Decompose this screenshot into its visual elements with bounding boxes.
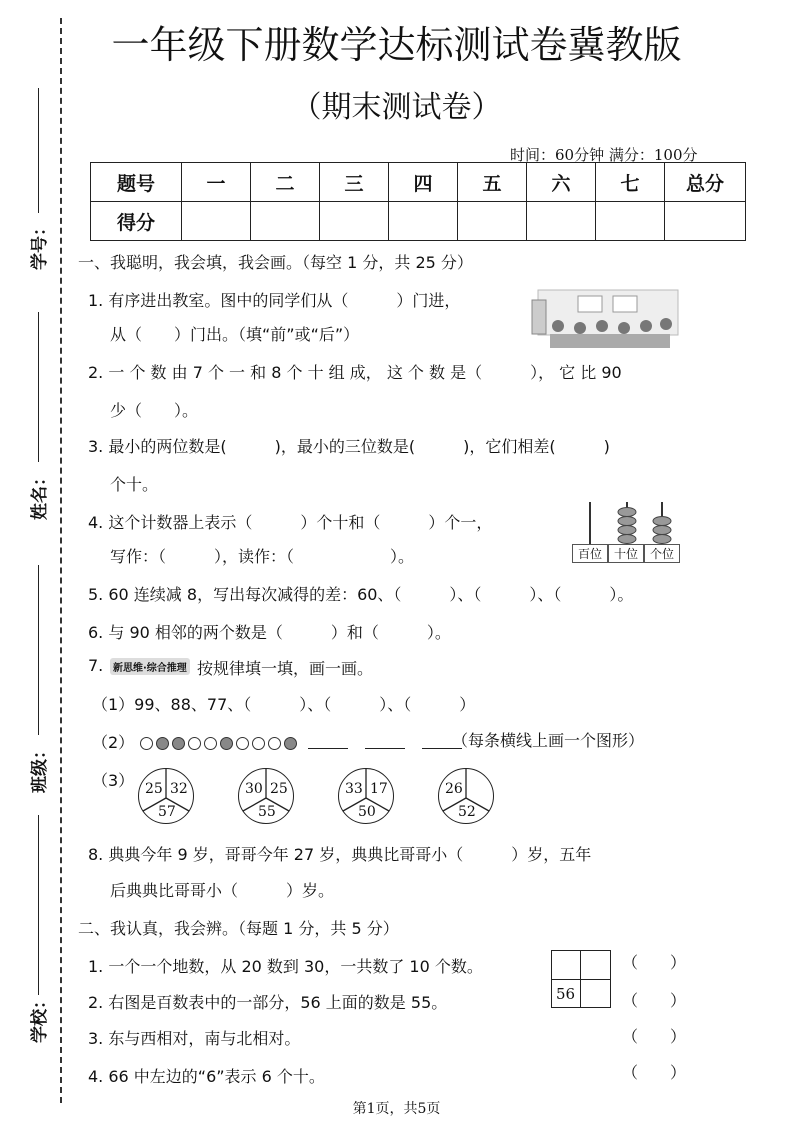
score-table-score-row: [91, 202, 746, 241]
q5: 5. 60 连续减 8，写出每次减得的差：60、（ ）、（ ）、（ ）。: [88, 585, 634, 604]
score-input-cell[interactable]: [251, 202, 320, 241]
section2-heading: 二、我认真，我会辨。（每题 1 分，共 5 分）: [78, 919, 399, 938]
class-label: 班级：: [30, 742, 50, 793]
judge-answer-1[interactable]: （ ）: [622, 953, 687, 972]
draw-blank[interactable]: [365, 748, 405, 749]
q7-2-blanks: [308, 730, 474, 748]
number-circle: [138, 768, 194, 824]
judge-q3: 3. 东与西相对，南与北相对。: [88, 1029, 301, 1048]
q7-number: 7.: [88, 656, 104, 675]
number-circle: [438, 768, 494, 824]
class-line: [38, 565, 39, 735]
judge-answer-3[interactable]: （ ）: [622, 1027, 687, 1046]
page-subtitle: （期末测试卷）: [291, 90, 502, 125]
table-cell: 一: [182, 163, 251, 202]
circle-number-b: 25: [270, 781, 288, 797]
page-number: 第1页，共5页: [352, 1101, 441, 1117]
judge-q4: 4. 66 中左边的“6”表示 6 个十。: [88, 1067, 325, 1086]
hollow-circle-icon: [268, 737, 281, 750]
section1-heading: 一、我聪明，我会填，我会画。（每空 1 分，共 25 分）: [78, 253, 473, 272]
score-input-cell[interactable]: [182, 202, 251, 241]
circle-number-a: 30: [245, 781, 263, 797]
judge-answer-4[interactable]: （ ）: [622, 1063, 687, 1082]
circle-number-c: 55: [258, 804, 276, 820]
student-no-label: 学号：: [30, 219, 50, 270]
score-input-cell[interactable]: [389, 202, 458, 241]
number-circle: [238, 768, 294, 824]
hollow-circle-icon: [252, 737, 265, 750]
circle-number-a: 33: [345, 781, 363, 797]
circle-number-b: 32: [170, 781, 188, 797]
hollow-circle-icon: [204, 737, 217, 750]
table-cell: 三: [320, 163, 389, 202]
circle-number-a: 26: [445, 781, 463, 797]
score-row-label: 得分: [91, 202, 182, 241]
table-cell: 总分: [665, 163, 746, 202]
school-line: [38, 815, 39, 995]
exam-meta: 时间：60分钟 满分：100分: [510, 146, 698, 164]
q7-3-prefix: （3）: [92, 771, 135, 790]
q1-line1: 1. 有序进出教室。图中的同学们从（ ）门进，: [88, 291, 461, 310]
circle-number-c: 57: [158, 804, 176, 820]
judge-answer-2[interactable]: （ ）: [622, 991, 687, 1010]
score-input-cell[interactable]: [596, 202, 665, 241]
name-label: 姓名：: [30, 469, 50, 520]
judge-q1: 1. 一个一个地数，从 20 数到 30，一共数了 10 个数。: [88, 957, 483, 976]
hundred-chart-fragment: [551, 950, 611, 1008]
score-input-cell[interactable]: [665, 202, 746, 241]
score-table: [90, 162, 746, 241]
q4-line2: 写作：（ ），读作：（ ）。: [110, 547, 415, 566]
circle-number-c: 50: [358, 804, 376, 820]
q1-line2: 从（ ）门出。（填“前”或“后”）: [110, 325, 360, 344]
hollow-circle-icon: [188, 737, 201, 750]
q3-line2: 个十。: [110, 475, 159, 494]
name-line: [38, 312, 39, 462]
hollow-circle-icon: [236, 737, 249, 750]
q4-line1: 4. 这个计数器上表示（ ）个十和（ ）个一，: [88, 513, 493, 532]
score-table-header-row: [91, 163, 746, 202]
q7-2-dot-pattern: [140, 733, 300, 752]
draw-blank[interactable]: [308, 748, 348, 749]
classroom-illustration: [528, 288, 688, 358]
q7-2-prefix: （2）: [92, 733, 135, 752]
abacus-label-hundreds: 百位: [572, 544, 608, 563]
filled-circle-icon: [156, 737, 169, 750]
filled-circle-icon: [172, 737, 185, 750]
score-input-cell[interactable]: [527, 202, 596, 241]
q7-badge: 新思维·综合推理: [110, 658, 190, 675]
school-label: 学校：: [30, 992, 50, 1043]
judge-q2: 2. 右图是百数表中的一部分，56 上面的数是 55。: [88, 993, 448, 1012]
circle-number-b: 17: [370, 781, 388, 797]
q7-2-note: （每条横线上画一个图形）: [452, 731, 645, 750]
table-cell: 五: [458, 163, 527, 202]
q2-line2: 少（ ）。: [110, 401, 199, 420]
score-input-cell[interactable]: [320, 202, 389, 241]
abacus-label-ones: 个位: [644, 544, 680, 563]
abacus-label-tens: 十位: [608, 544, 644, 563]
q3-line1: 3. 最小的两位数是( )，最小的三位数是( )，它们相差( ): [88, 437, 610, 456]
q7-text: 按规律填一填，画一画。: [197, 659, 374, 678]
table-cell: 题号: [91, 163, 182, 202]
table-cell: 四: [389, 163, 458, 202]
table-cell: 二: [251, 163, 320, 202]
circle-number-a: 25: [145, 781, 163, 797]
filled-circle-icon: [284, 737, 297, 750]
score-input-cell[interactable]: [458, 202, 527, 241]
q7-1: （1）99、88、77、（ ）、（ ）、（ ）: [92, 695, 476, 714]
table-cell: 六: [527, 163, 596, 202]
binding-dashed-line: [60, 18, 62, 1103]
filled-circle-icon: [220, 737, 233, 750]
grid-value: 56: [556, 985, 576, 1003]
number-circle: [338, 768, 394, 824]
q6: 6. 与 90 相邻的两个数是（ ）和（ ）。: [88, 623, 451, 642]
q8-line2: 后典典比哥哥小（ ）岁。: [110, 881, 335, 900]
hollow-circle-icon: [140, 737, 153, 750]
q2-line1: 2. 一 个 数 由 7 个 一 和 8 个 十 组 成， 这 个 数 是（ ）， 它 比 90: [88, 363, 622, 382]
page-title: 一年级下册数学达标测试卷冀教版: [111, 23, 682, 67]
circle-number-c: 52: [458, 804, 476, 820]
q8-line1: 8. 典典今年 9 岁，哥哥今年 27 岁，典典比哥哥小（ ）岁，五年: [88, 845, 592, 864]
abacus-illustration: [572, 500, 682, 546]
table-cell: 七: [596, 163, 665, 202]
